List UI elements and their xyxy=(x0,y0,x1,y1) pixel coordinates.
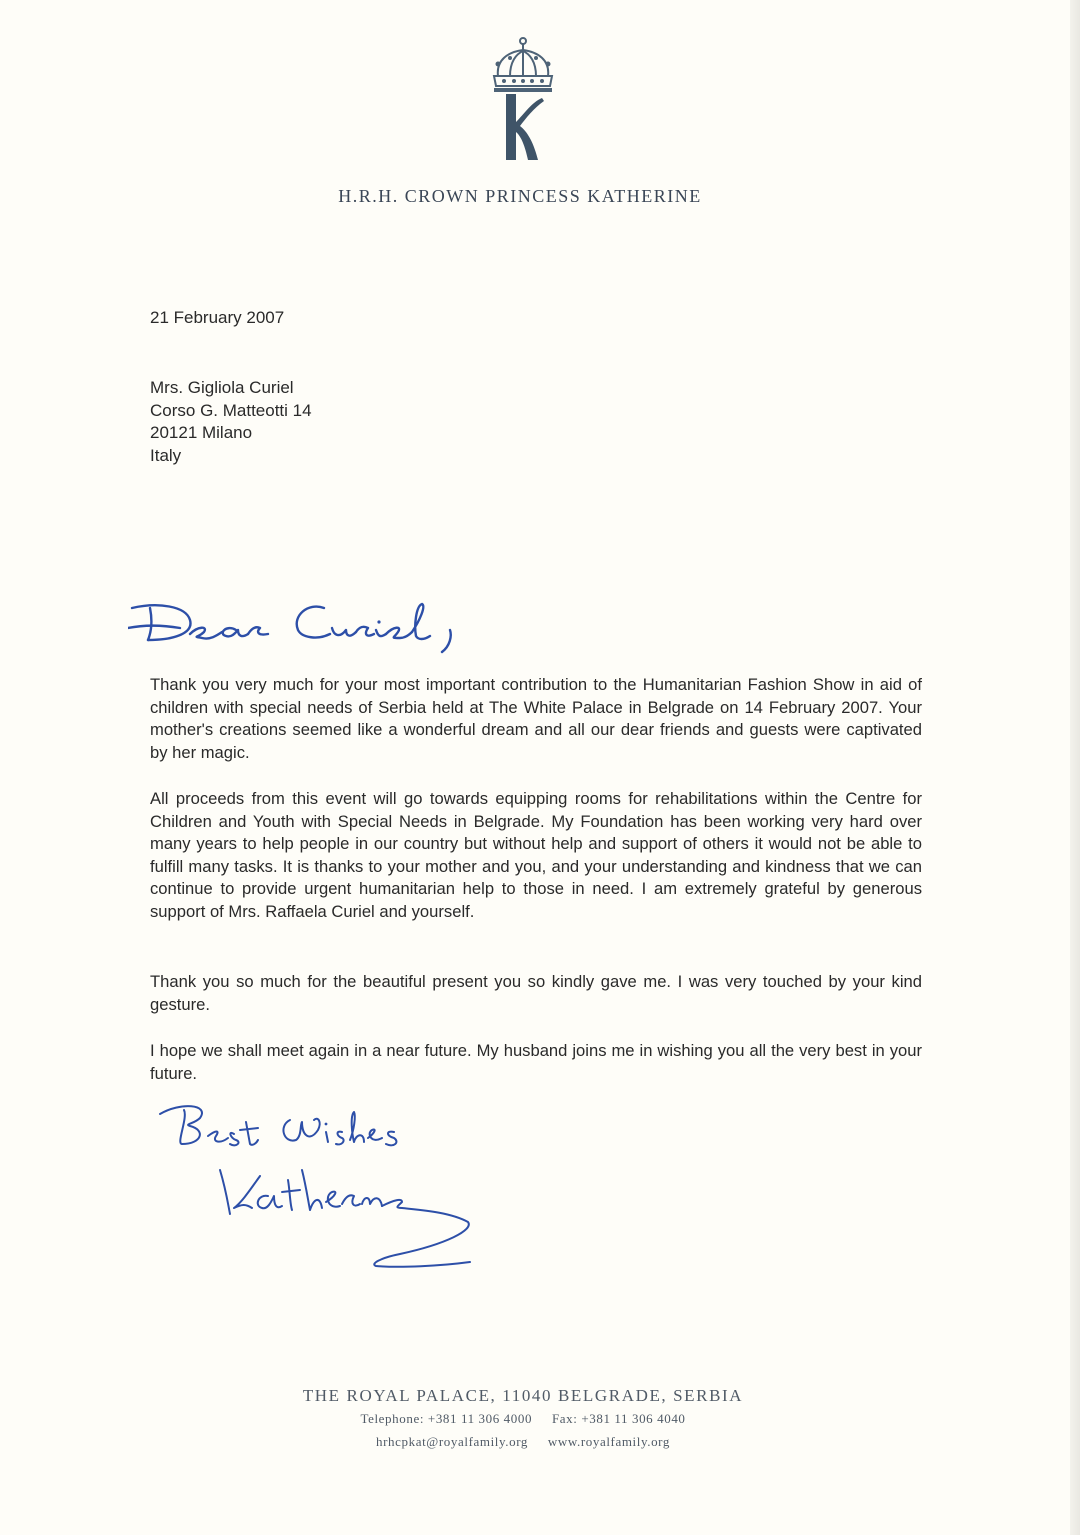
crown-icon xyxy=(488,36,558,96)
body-paragraph: All proceeds from this event will go towards equipping rooms for rehabilitations within the Centre for Children and Youth with Special Needs in Belgrade. My Foundation has been working very hard over many years to help people in our country but without help and support of others it would not be able to fulfill many tasks. It is thanks to your mother and you, and your understanding and kindness that we can continue to provide urgent humanitarian help to those in need. I am extremely grateful by generous support of Mrs. Raffaela Curiel and yourself. xyxy=(150,789,922,921)
footer-contact xyxy=(0,1411,1046,1427)
recipient-country: Italy xyxy=(150,445,182,465)
footer-fax: Fax: +381 11 306 4040 xyxy=(551,1411,686,1426)
page-edge xyxy=(1070,0,1080,1535)
footer-email: hrhcpkat@royalfamily.org xyxy=(376,1434,528,1449)
recipient-address xyxy=(150,377,312,467)
body-paragraph: I hope we shall meet again in a near future. My husband joins me in wishing you all the very best in your future. xyxy=(150,1041,922,1083)
letter-date: 21 February 2007 xyxy=(150,308,285,327)
footer-telephone: Telephone: +381 11 306 4000 xyxy=(360,1411,533,1426)
body-paragraph: Thank you so much for the beautiful present you so kindly gave me. I was very touched by your kind gesture. xyxy=(150,972,922,1014)
recipient-street: Corso G. Matteotti 14 xyxy=(150,400,312,420)
monogram-k xyxy=(500,92,548,162)
recipient-name: Mrs. Gigliola Curiel xyxy=(150,378,294,397)
recipient-city: 20121 Milano xyxy=(150,423,253,442)
footer-address: THE ROYAL PALACE, 11040 BELGRADE, SERBIA xyxy=(302,1386,744,1405)
footer-online xyxy=(0,1434,1046,1450)
body-paragraph: Thank you very much for your most important contribution to the Humanitarian Fashion Show in aid of children with special needs of Serbia held at The White Palace in Belgrade on 14 February 2007. Your mother's creations seemed like a wonderful dream and all our dear friends and guests were captivated by her magic. xyxy=(150,675,922,762)
handwritten-closing xyxy=(150,1100,480,1280)
letterhead-title: H.R.H. CROWN PRINCESS KATHERINE xyxy=(338,186,702,206)
handwritten-salutation xyxy=(128,596,478,660)
footer-website: www.royalfamily.org xyxy=(547,1434,670,1449)
